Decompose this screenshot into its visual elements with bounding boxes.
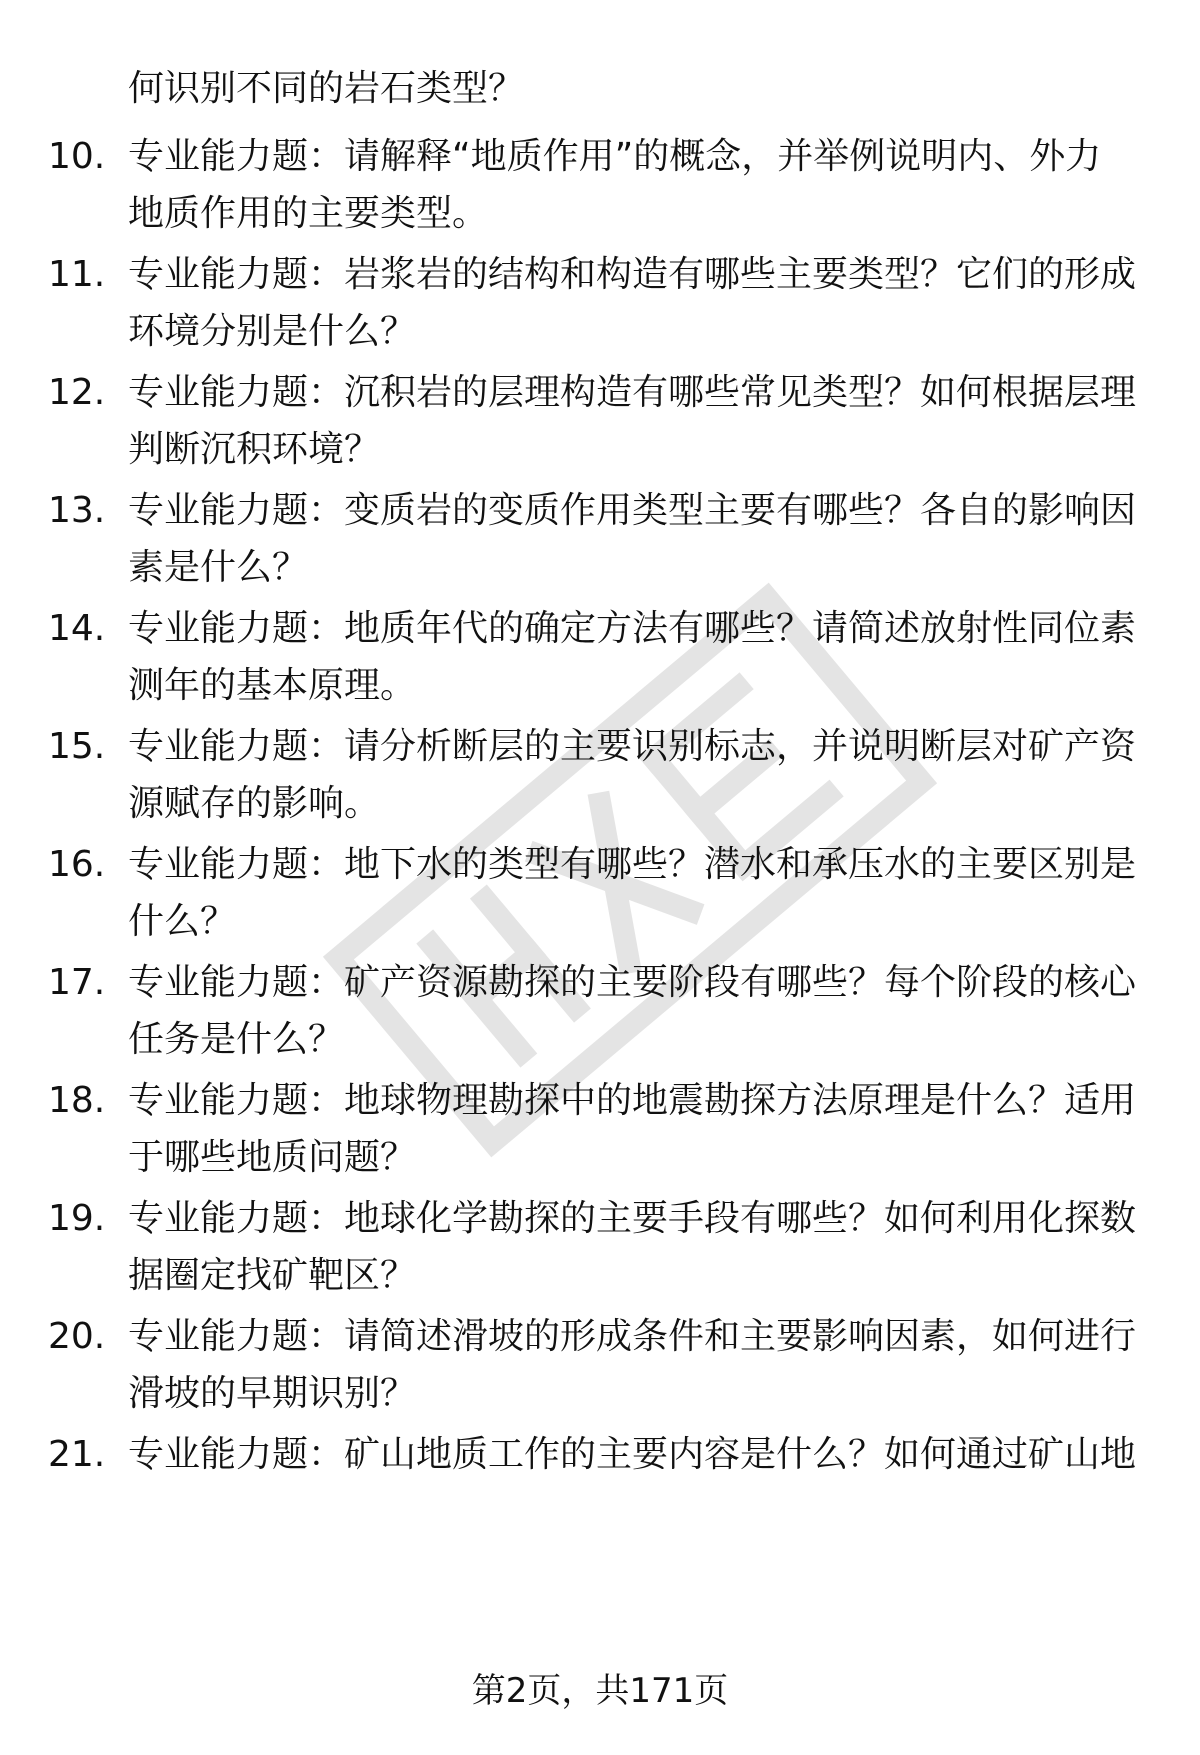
question-line: 专业能力题：请分析断层的主要识别标志，并说明断层对矿产资 (128, 726, 1137, 767)
question-number: 11. (48, 254, 106, 295)
question-line: 专业能力题：岩浆岩的结构和构造有哪些主要类型？它们的形成 (128, 254, 1137, 295)
question-line: 测年的基本原理。 (128, 665, 417, 706)
question-line: 专业能力题：地下水的类型有哪些？潜水和承压水的主要区别是 (128, 844, 1137, 885)
question-line: 专业能力题：矿山地质工作的主要内容是什么？如何通过矿山地 (128, 1434, 1137, 1475)
question-line: 任务是什么？ (128, 1019, 345, 1060)
question-line: 专业能力题：地球物理勘探中的地震勘探方法原理是什么？适用 (128, 1080, 1137, 1121)
question-line: 专业能力题：矿产资源勘探的主要阶段有哪些？每个阶段的核心 (128, 962, 1137, 1003)
question-number: 18. (48, 1080, 106, 1121)
question-number: 10. (48, 136, 106, 177)
question-line: 专业能力题：变质岩的变质作用类型主要有哪些？各自的影响因 (128, 490, 1137, 531)
question-line: 专业能力题：沉积岩的层理构造有哪些常见类型？如何根据层理 (128, 372, 1137, 413)
question-line: 于哪些地质问题？ (128, 1137, 417, 1178)
question-number: 15. (48, 726, 106, 767)
question-line: 专业能力题：请简述滑坡的形成条件和主要影响因素，如何进行 (128, 1316, 1137, 1357)
question-line: 环境分别是什么？ (128, 311, 417, 352)
question-number: 12. (48, 372, 106, 413)
question-line: 滑坡的早期识别？ (128, 1373, 417, 1414)
question-line: 源赋存的影响。 (128, 783, 381, 824)
question-number: 13. (48, 490, 106, 531)
question-line: 专业能力题：地球化学勘探的主要手段有哪些？如何利用化探数 (128, 1198, 1137, 1239)
question-line: 素是什么？ (128, 547, 309, 588)
question-number: 17. (48, 962, 106, 1003)
question-line: 专业能力题：地质年代的确定方法有哪些？请简述放射性同位素 (128, 608, 1137, 649)
question-number: 21. (48, 1434, 106, 1475)
question-line: 地质作用的主要类型。 (128, 193, 489, 234)
question-number: 16. (48, 844, 106, 885)
question-line: 什么？ (128, 901, 237, 942)
question-line: 据圈定找矿靶区？ (128, 1255, 417, 1296)
page-footer: 第2页，共171页 (471, 1671, 729, 1711)
question-line: 判断沉积环境？ (128, 429, 381, 470)
question-number: 20. (48, 1316, 106, 1357)
question-number: 19. (48, 1198, 106, 1239)
question-number: 14. (48, 608, 106, 649)
question-line: 专业能力题：请解释“地质作用”的概念，并举例说明内、外力 (128, 136, 1102, 177)
continuation-text: 何识别不同的岩石类型？ (128, 68, 525, 109)
